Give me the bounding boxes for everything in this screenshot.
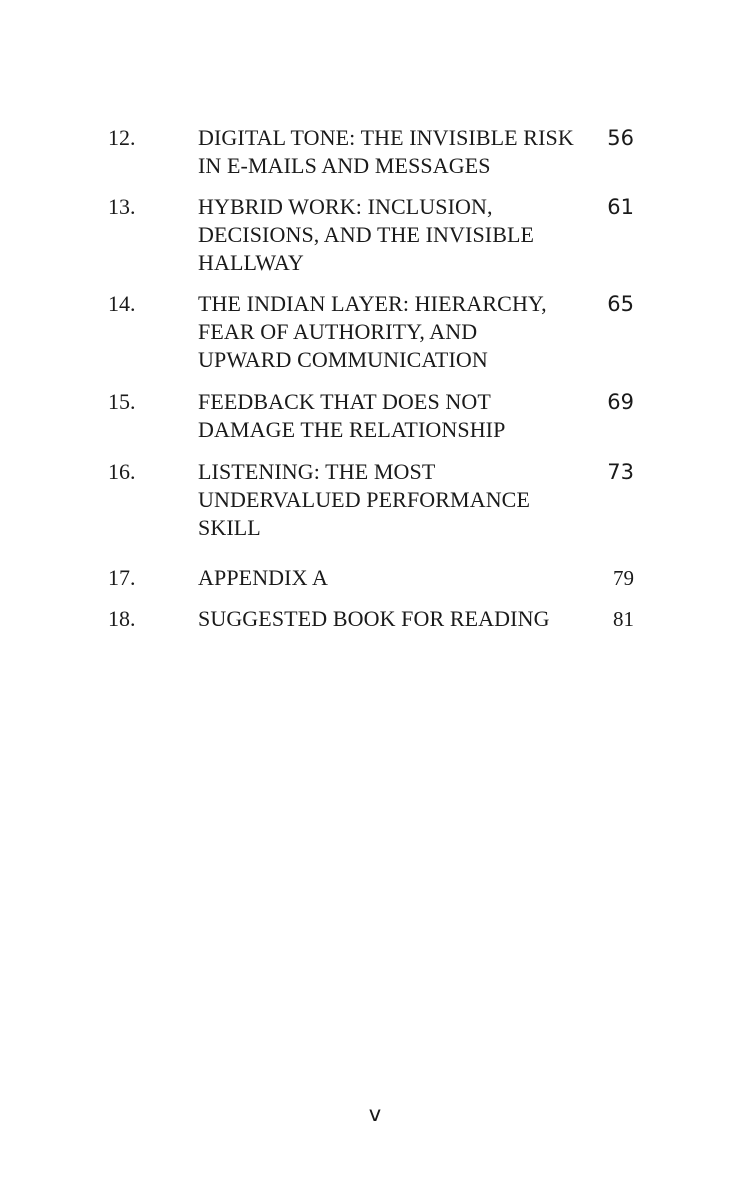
entry-page: 79 [613,566,634,590]
toc-entry-17 [108,564,648,592]
entry-page: 73 [607,460,634,484]
toc-entry-15 [108,388,648,444]
table-of-contents [108,124,648,631]
entry-number: 12. [108,125,136,150]
entry-number: 13. [108,194,136,219]
entry-page: 65 [607,292,634,316]
toc-entry-14 [108,290,648,374]
toc-entry-16 [108,458,648,542]
entry-page: 56 [607,126,634,150]
entry-title: APPENDIX A [198,565,328,590]
entry-page: 81 [613,607,634,631]
toc-entry-12 [108,124,648,180]
entry-number: 18. [108,606,136,631]
entry-title: SUGGESTED BOOK FOR READING [198,606,550,631]
entry-page: 69 [607,390,634,414]
entry-title: THE INDIAN LAYER: HIERARCHY, FEAR OF AUTHORITY, AND UPWARD COMMUNICATION [198,291,547,372]
entry-page: 61 [607,195,634,219]
toc-entry-13 [108,193,648,277]
toc-entry-18 [108,605,648,633]
entry-title: HYBRID WORK: INCLUSION, DECISIONS, AND THE INVISIBLE HALLWAY [198,194,535,275]
entry-number: 17. [108,565,136,590]
entry-title: DIGITAL TONE: THE INVISIBLE RISK IN E-MAILS AND MESSAGES [198,125,574,178]
page-number: v [368,1102,382,1126]
entry-number: 15. [108,389,136,414]
entry-title: LISTENING: THE MOST UNDERVALUED PERFORMANCE SKILL [198,459,530,540]
entry-title: FEEDBACK THAT DOES NOT DAMAGE THE RELATIONSHIP [198,389,506,442]
entry-number: 14. [108,291,136,316]
entry-number: 16. [108,459,136,484]
